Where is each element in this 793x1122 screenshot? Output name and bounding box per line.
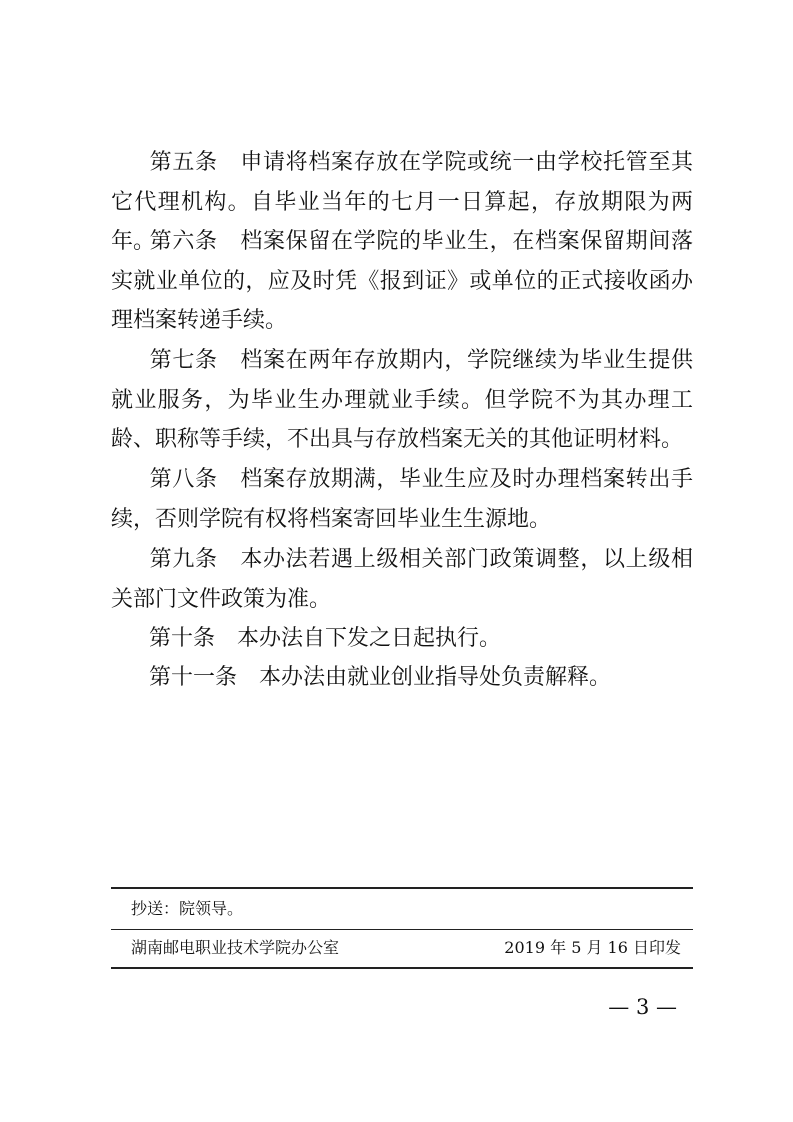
issuer-name: 湖南邮电职业技术学院办公室 [131,938,340,957]
article-head: 第十条 [149,626,216,651]
footer-middle-rule [111,929,693,930]
cc-line: 抄送：院领导。 [131,899,244,918]
article-text: 申请将档案存放在学院或统一由学校托管至其它代理机构。自毕业当年的七月一日算起，存放期限为两年。 [111,150,693,255]
page-number: — 3 — [608,995,677,1019]
footer-bottom-rule [111,967,693,969]
article-text: 档案存放期满，毕业生应及时办理档案转出手续，否则学院有权将档案寄回毕业生生源地。 [111,467,693,532]
article-10 [111,619,693,659]
article-text: 档案保留在学院的毕业生，在档案保留期间落实就业单位的，应及时凭《报到证》或单位的正式接收函办理档案转递手续。 [111,229,693,334]
article-head: 第十一条 [149,665,238,690]
article-text: 档案在两年存放期内，学院继续为毕业生提供就业服务，为毕业生办理就业手续。但学院不为其办理工龄、职称等手续，不出具与存放档案无关的其他证明材料。 [111,348,693,453]
article-text: 本办法若遇上级相关部门政策调整，以上级相关部门文件政策为准。 [111,547,693,612]
article-9 [111,540,693,619]
article-11 [111,658,693,698]
article-6 [111,222,693,341]
article-head: 第六条 [149,229,218,254]
article-7 [111,341,693,460]
article-8 [111,460,693,539]
article-head: 第九条 [149,547,218,572]
article-text: 本办法由就业创业指导处负责解释。 [259,665,612,690]
footer-top-rule [111,887,693,889]
article-text: 本办法自下发之日起执行。 [237,626,502,651]
article-head: 第七条 [149,348,218,373]
article-head: 第五条 [149,150,218,175]
issue-date: 2019 年 5 月 16 日印发 [504,938,681,957]
article-head: 第八条 [149,467,218,492]
